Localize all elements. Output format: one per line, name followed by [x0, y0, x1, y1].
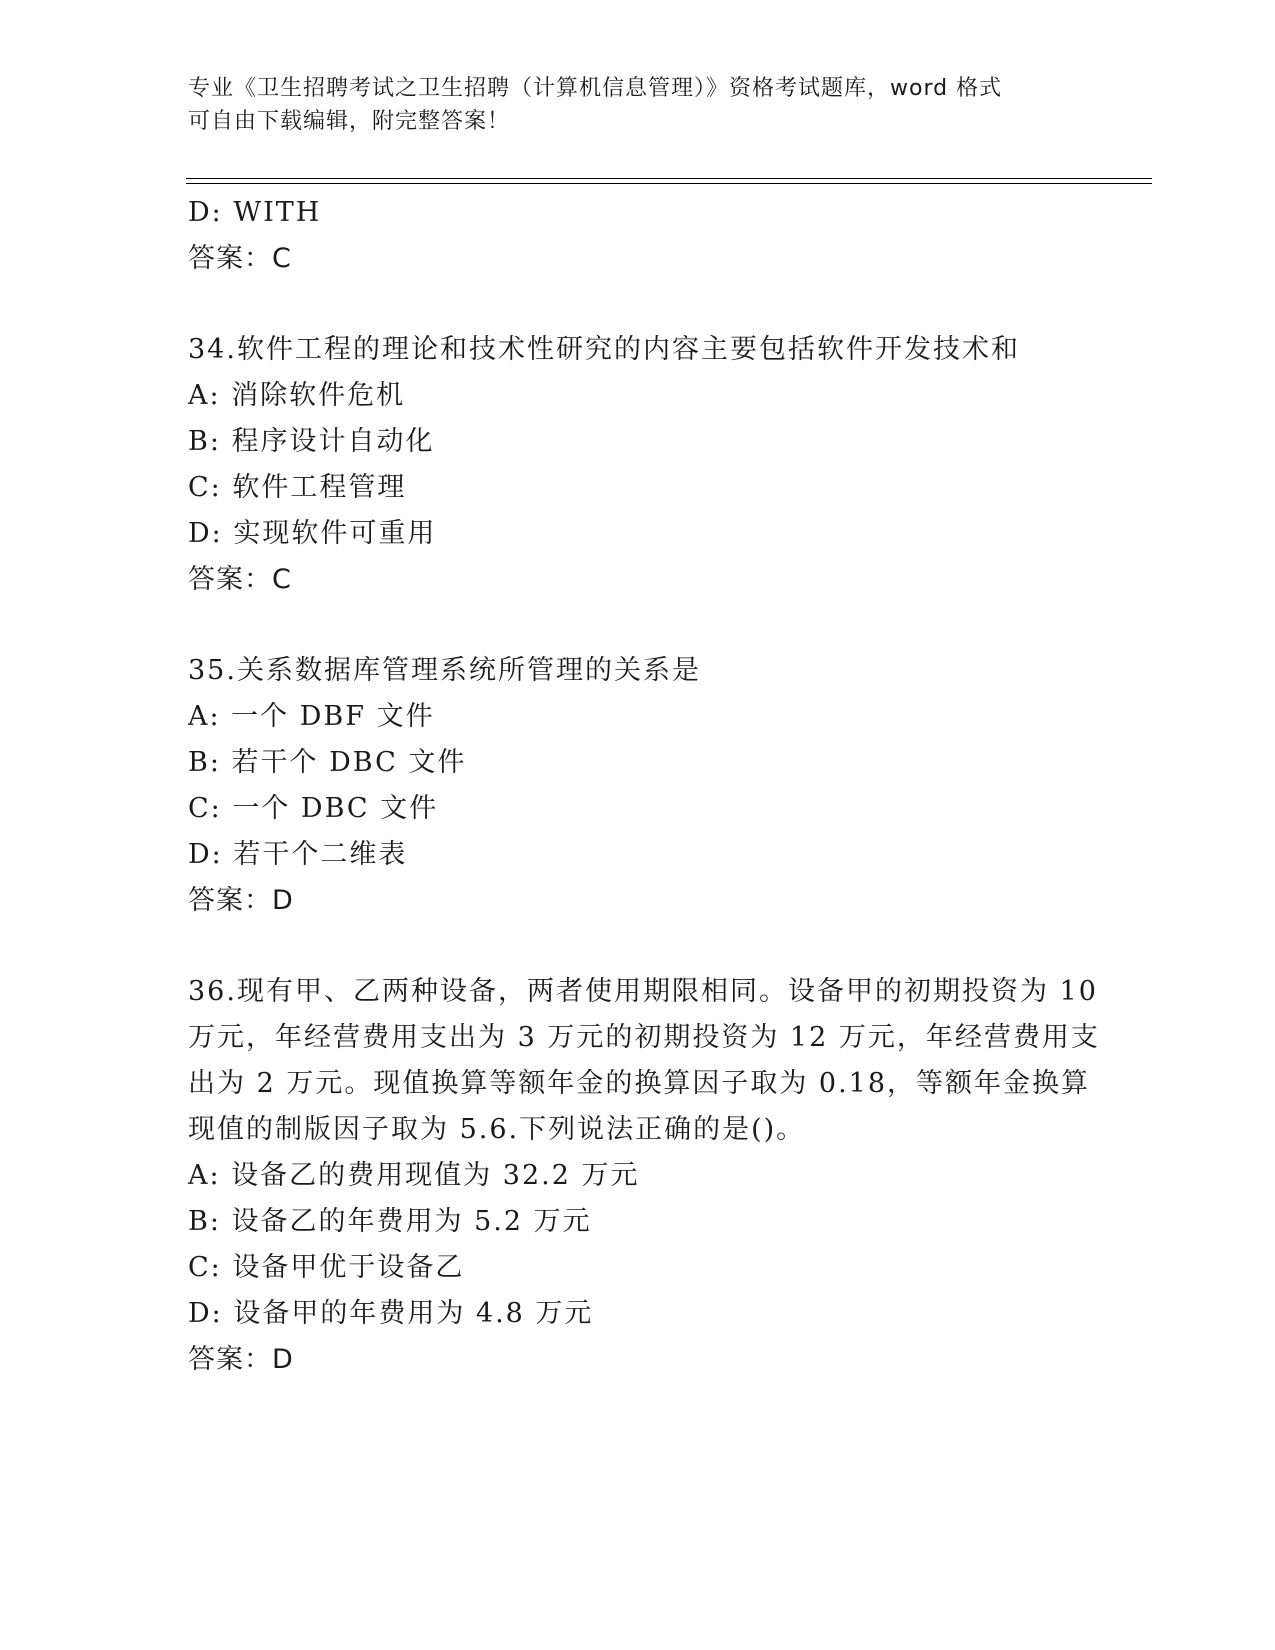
option-b: B: 设备乙的年费用为 5.2 万元	[188, 1206, 592, 1237]
spacer	[188, 924, 1088, 969]
option-a: A: 消除软件危机	[188, 380, 406, 411]
answer: 答案：C	[188, 564, 292, 595]
prev-question-option-d: D: WITH	[188, 197, 322, 228]
option-c: C: 设备甲优于设备乙	[188, 1252, 465, 1283]
option-c: C: 软件工程管理	[188, 472, 407, 503]
question-34	[188, 327, 1088, 603]
option-b: B: 程序设计自动化	[188, 426, 435, 457]
option-c: C: 一个 DBC 文件	[188, 793, 439, 824]
question-35	[188, 648, 1088, 924]
answer: 答案：D	[188, 1344, 294, 1375]
stem-line: 万元，年经营费用支出为 3 万元的初期投资为 12 万元，年经营费用支	[188, 1022, 1100, 1053]
stem-line: 34.软件工程的理论和技术性研究的内容主要包括软件开发技术和	[188, 334, 1020, 365]
spacer	[188, 282, 1088, 327]
question-stem	[188, 327, 1088, 373]
option-d: D: 设备甲的年费用为 4.8 万元	[188, 1298, 594, 1329]
question-content	[188, 190, 1100, 1383]
prev-question-answer: 答案：C	[188, 243, 292, 274]
stem-line: 现值的制版因子取为 5.6.下列说法正确的是()。	[188, 1114, 806, 1145]
option-d: D: 若干个二维表	[188, 839, 408, 870]
question-36	[188, 969, 1100, 1383]
stem-line: 出为 2 万元。现值换算等额年金的换算因子取为 0.18，等额年金换算	[188, 1068, 1091, 1099]
header-divider-bottom	[186, 183, 1152, 184]
option-a: A: 一个 DBF 文件	[188, 701, 435, 732]
spacer	[188, 603, 1088, 648]
question-stem	[188, 648, 1088, 694]
stem-line: 36.现有甲、乙两种设备，两者使用期限相同。设备甲的初期投资为 10	[188, 976, 1098, 1007]
header-line-1: 专业《卫生招聘考试之卫生招聘（计算机信息管理）》资格考试题库，word 格式	[188, 76, 1003, 101]
document-header	[188, 72, 1088, 138]
option-a: A: 设备乙的费用现值为 32.2 万元	[188, 1160, 640, 1191]
option-d: D: 实现软件可重用	[188, 518, 437, 549]
stem-line: 35.关系数据库管理系统所管理的关系是	[188, 655, 701, 686]
answer: 答案：D	[188, 885, 294, 916]
header-divider-top	[186, 178, 1152, 179]
option-b: B: 若干个 DBC 文件	[188, 747, 467, 778]
question-stem	[188, 969, 1100, 1153]
header-line-2: 可自由下载编辑，附完整答案！	[188, 109, 511, 134]
